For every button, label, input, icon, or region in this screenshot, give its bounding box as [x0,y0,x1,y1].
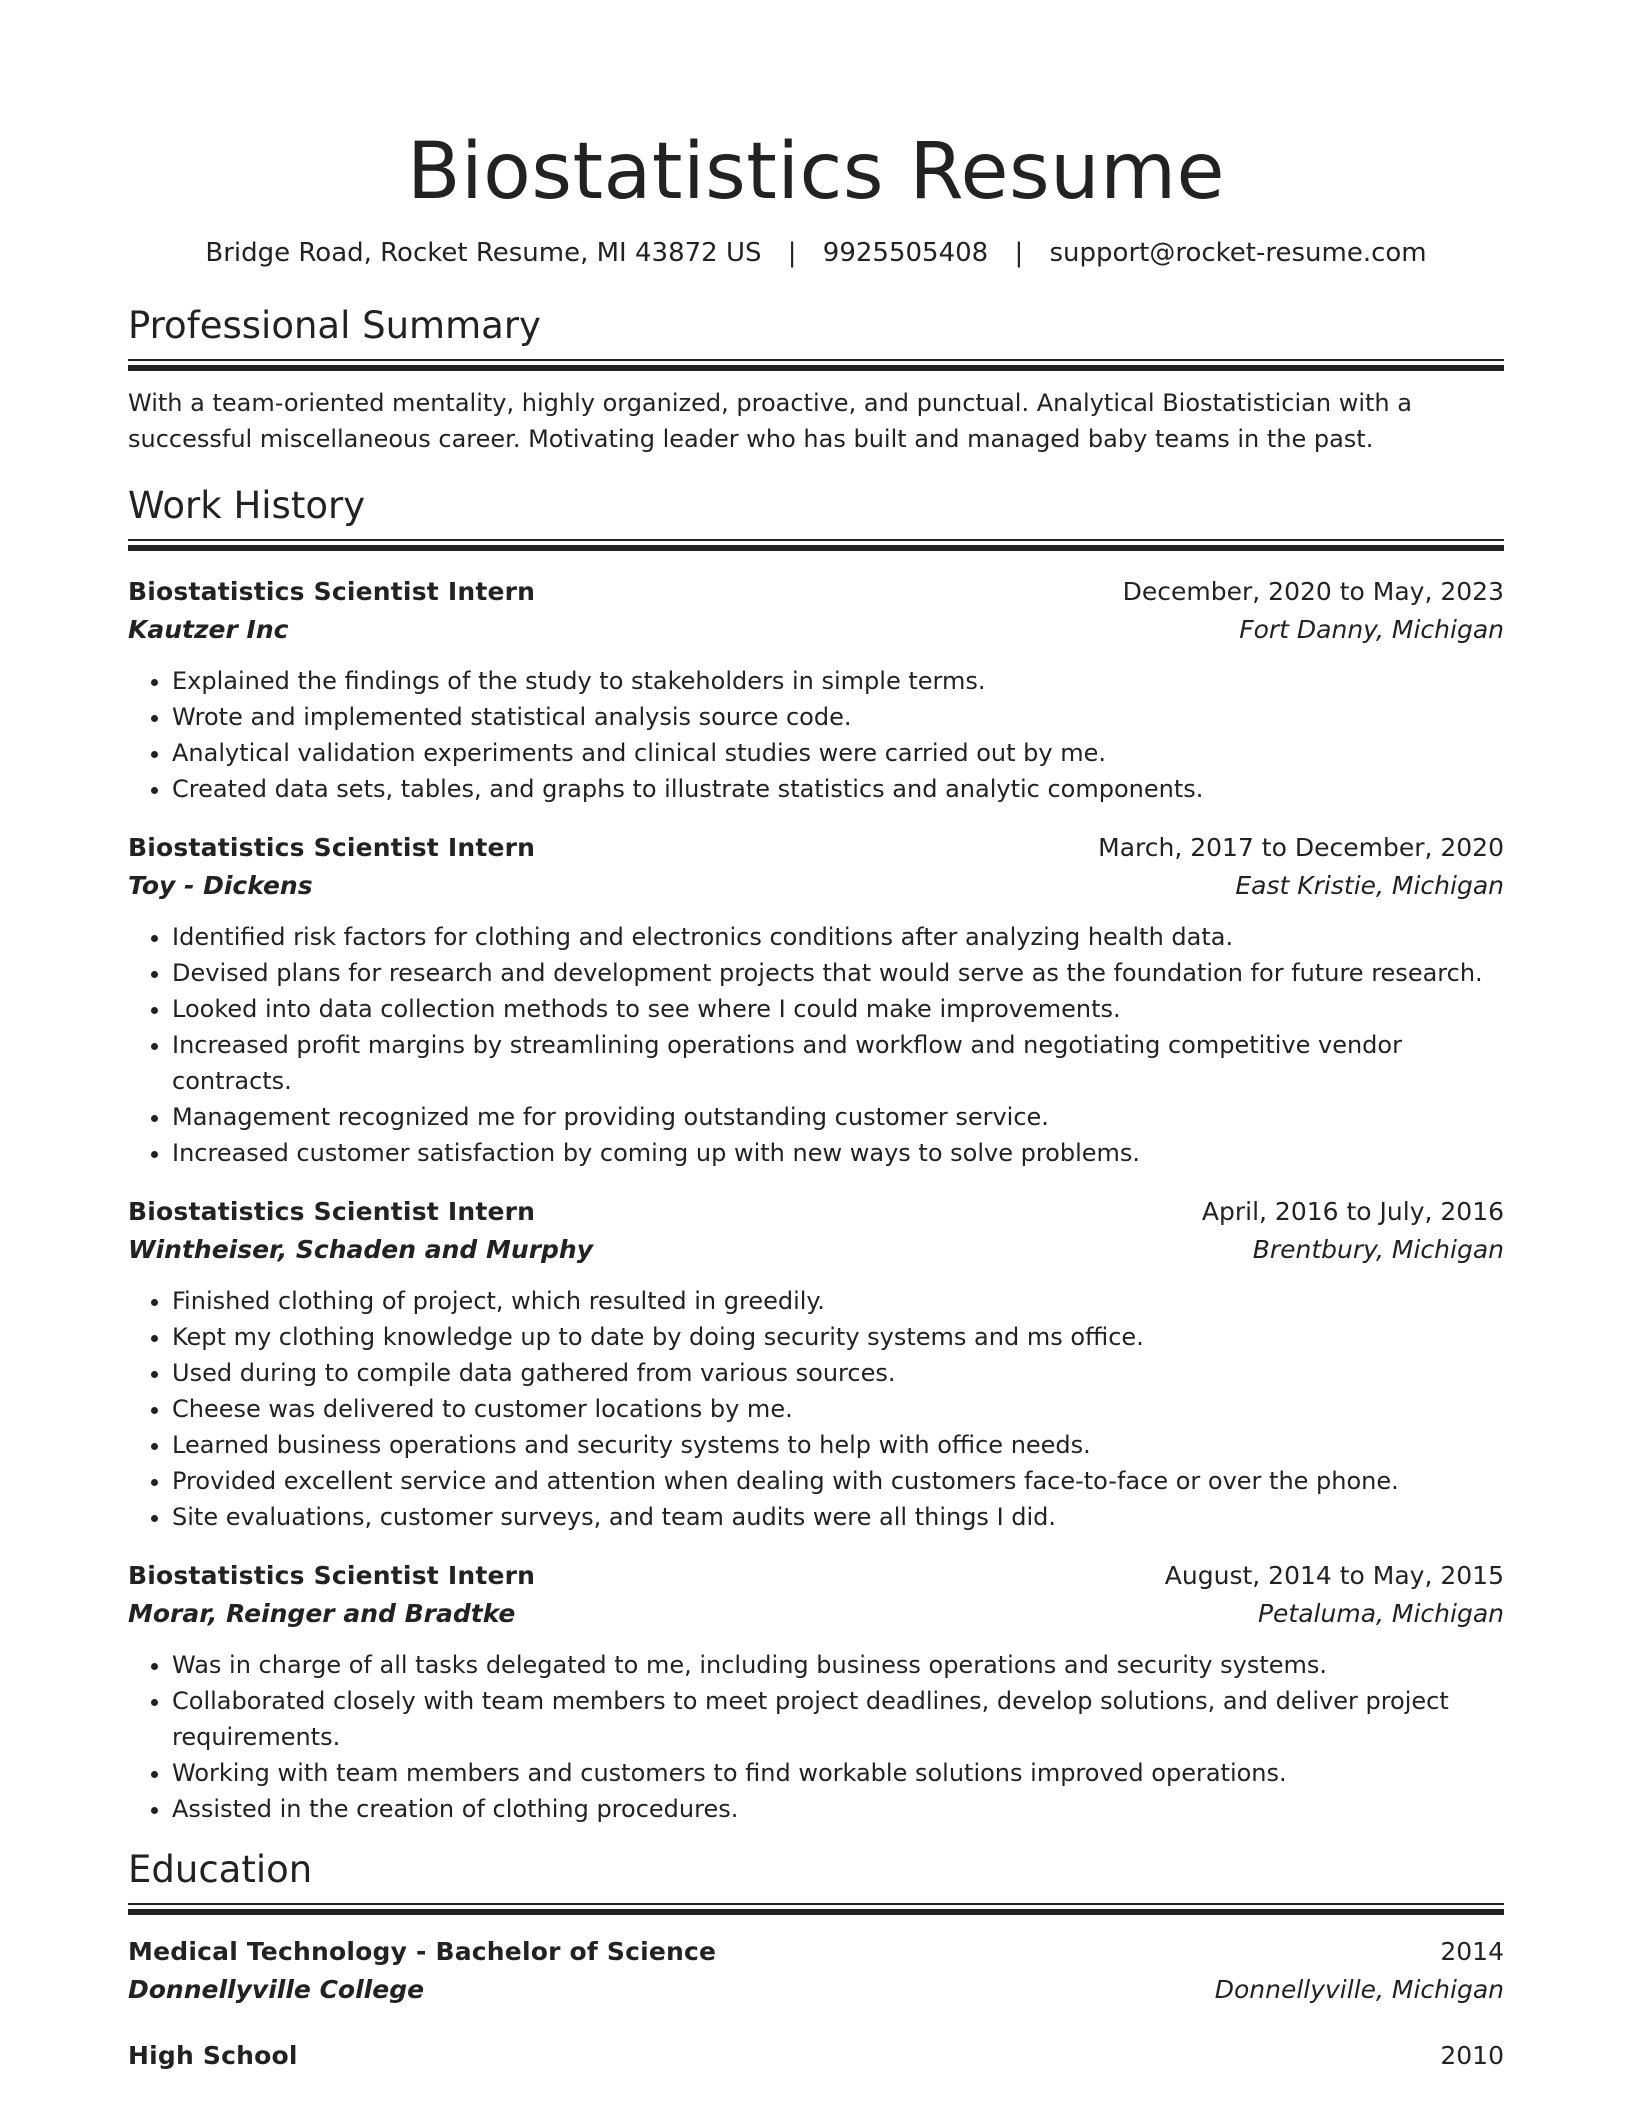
section-divider [128,359,1504,371]
job-title: Biostatistics Scientist Intern [128,1561,536,1590]
job-bullet: • Was in charge of all tasks delegated to me, including business operations and security systems. [172,1647,1504,1683]
job-bullet: • Identified risk factors for clothing and electronics conditions after analyzing health data. [172,919,1504,955]
contact-separator: | [1014,238,1024,268]
job-subheader [128,867,1504,905]
job-bullet: • Kept my clothing knowledge up to date by doing security systems and ms office. [172,1319,1504,1355]
job-dates: April, 2016 to July, 2016 [1201,1197,1504,1226]
education-entry [128,1933,1504,2009]
job-dates: December, 2020 to May, 2023 [1122,577,1504,606]
job-location: Petaluma, Michigan [1257,1599,1504,1628]
job-subheader [128,1231,1504,1269]
job-location: East Kristie, Michigan [1235,871,1504,900]
job-entry [128,829,1504,1171]
summary-text: With a team-oriented mentality, highly organized, proactive, and punctual. Analytical Biostatistician with a successful miscellaneous career. Motivating leader who has built and managed baby teams in the past. [128,389,1412,453]
job-bullet: • Used during to compile data gathered from various sources. [172,1355,1504,1391]
job-bullet: • Finished clothing of project, which resulted in greedily. [172,1283,1504,1319]
job-bullet: • Assisted in the creation of clothing procedures. [172,1791,1504,1827]
job-location: Brentbury, Michigan [1252,1235,1504,1264]
job-bullet: • Provided excellent service and attention when dealing with customers face-to-face or over the phone. [172,1463,1504,1499]
work-history-section [128,483,1504,1827]
education-year: 2010 [1440,2041,1504,2070]
job-entry [128,573,1504,807]
resume-title: Biostatistics Resume [406,127,1226,217]
job-bullets [128,919,1504,1171]
section-heading-education: Education [128,1848,313,1891]
job-bullet: • Created data sets, tables, and graphs to illustrate statistics and analytic components. [172,771,1504,807]
job-bullets [128,663,1504,807]
job-bullet: • Management recognized me for providing outstanding customer service. [172,1099,1504,1135]
job-header [128,1557,1504,1595]
job-bullet: • Devised plans for research and development projects that would serve as the foundation for future research. [172,955,1504,991]
job-company: Kautzer Inc [128,615,289,644]
section-heading-summary: Professional Summary [128,304,541,347]
job-bullet: • Explained the findings of the study to stakeholders in simple terms. [172,663,1504,699]
job-bullets [128,1283,1504,1535]
section-divider [128,1903,1504,1915]
job-bullet: • Analytical validation experiments and clinical studies were carried out by me. [172,735,1504,771]
education-subheader [128,1971,1504,2009]
education-degree: High School [128,2041,298,2070]
job-bullet: • Increased customer satisfaction by coming up with new ways to solve problems. [172,1135,1504,1171]
job-company: Wintheiser, Schaden and Murphy [128,1235,594,1264]
job-bullet: • Wrote and implemented statistical analysis source code. [172,699,1504,735]
job-entry [128,1557,1504,1827]
education-location: Donnellyville, Michigan [1214,1975,1504,2004]
section-divider [128,539,1504,551]
job-bullet: • Learned business operations and security systems to help with office needs. [172,1427,1504,1463]
job-header [128,829,1504,867]
contact-separator: | [787,238,797,268]
job-location: Fort Danny, Michigan [1239,615,1504,644]
contact-phone: 9925505408 [822,238,989,268]
job-header [128,1193,1504,1231]
job-dates: March, 2017 to December, 2020 [1098,833,1504,862]
education-header [128,2037,1504,2075]
job-header [128,573,1504,611]
job-entry [128,1193,1504,1535]
job-subheader [128,611,1504,649]
job-subheader [128,1595,1504,1633]
job-title: Biostatistics Scientist Intern [128,833,536,862]
job-bullets [128,1647,1504,1827]
job-bullet: • Cheese was delivered to customer locations by me. [172,1391,1504,1427]
job-dates: August, 2014 to May, 2015 [1164,1561,1504,1590]
education-year: 2014 [1440,1937,1504,1966]
contact-address: Bridge Road, Rocket Resume, MI 43872 US [205,238,762,268]
job-bullet: • Site evaluations, customer surveys, and team audits were all things I did. [172,1499,1504,1535]
job-bullet: • Looked into data collection methods to see where I could make improvements. [172,991,1504,1027]
job-company: Morar, Reinger and Bradtke [128,1599,516,1628]
education-entry [128,2037,1504,2075]
job-title: Biostatistics Scientist Intern [128,1197,536,1226]
contact-line [128,236,1504,270]
job-bullet: • Increased profit margins by streamlining operations and workflow and negotiating competitive vendor contracts. [172,1027,1504,1099]
job-bullet: • Working with team members and customers to find workable solutions improved operations. [172,1755,1504,1791]
job-bullet: • Collaborated closely with team members to meet project deadlines, develop solutions, and deliver project requirements. [172,1683,1504,1755]
job-title: Biostatistics Scientist Intern [128,577,536,606]
section-heading-work: Work History [128,484,366,527]
education-section [128,1847,1504,2075]
contact-email: support@rocket-resume.com [1049,238,1427,268]
job-company: Toy - Dickens [128,871,313,900]
professional-summary-section [128,303,1504,457]
education-header [128,1933,1504,1971]
education-school: Donnellyville College [128,1975,425,2004]
education-degree: Medical Technology - Bachelor of Science [128,1937,717,1966]
